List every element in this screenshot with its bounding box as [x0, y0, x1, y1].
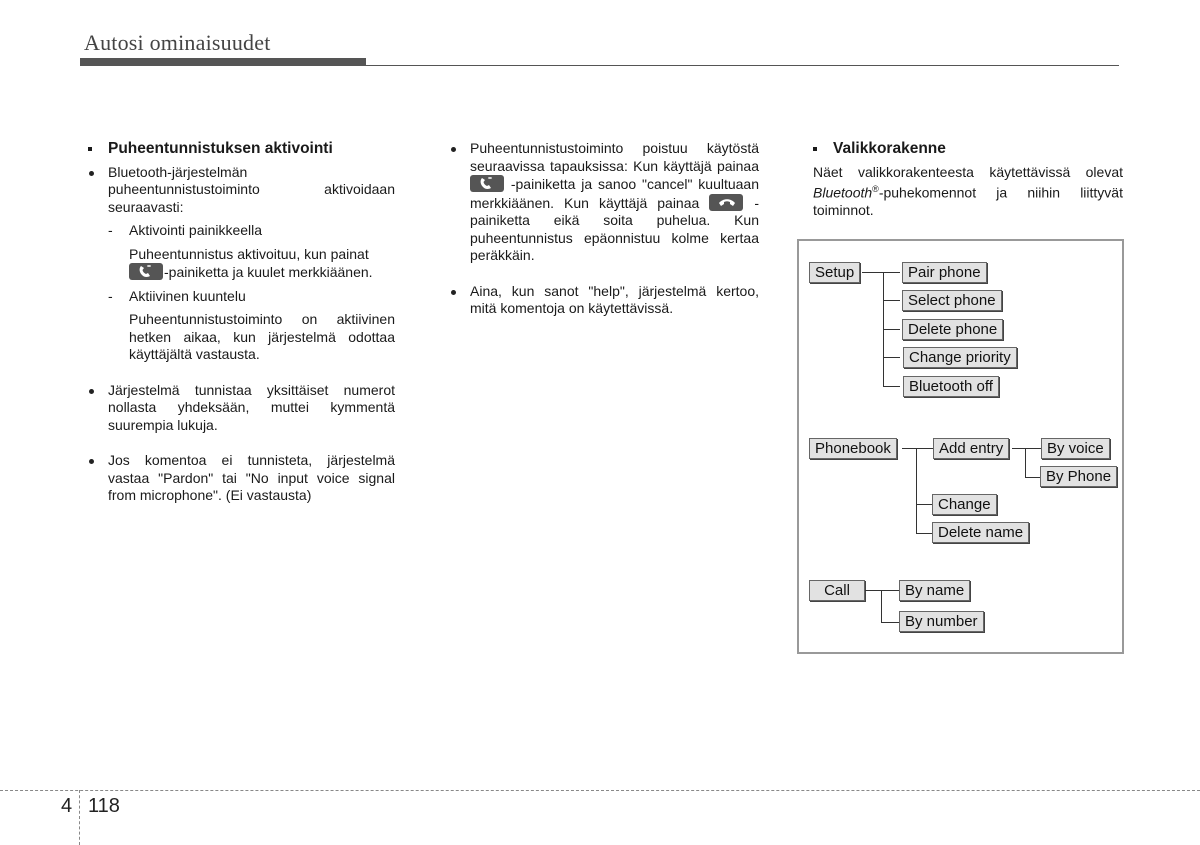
connector-line — [862, 272, 900, 273]
menu-box-pair-phone: Pair phone — [902, 262, 987, 283]
connector-line — [883, 386, 900, 387]
square-bullet-icon — [88, 147, 92, 151]
menu-box-by-number: By number — [899, 611, 984, 632]
connector-line — [916, 448, 917, 533]
heading-text: Puheentunnistuksen aktivointi — [108, 140, 333, 157]
intro-text-a: Näet valikkorakenteesta käytettävissä olevat — [813, 163, 1123, 180]
heading-text: Valikkorakenne — [833, 140, 946, 157]
menu-box-by-voice: By voice — [1041, 438, 1110, 459]
sub-item-text: Puheentunnistustoiminto on aktiivinen hetken aikaa, kun järjestelmä odottaa käyttäjältä vastausta. — [129, 311, 395, 362]
header-title: Autosi ominaisuudet — [84, 30, 271, 55]
section-heading-menu-structure — [813, 140, 1123, 158]
connector-line — [881, 622, 899, 623]
sub-item-title: Aktivointi painikkeella — [129, 222, 263, 238]
menu-box-delete-name: Delete name — [932, 522, 1029, 543]
bullet-dot-icon — [89, 171, 94, 176]
menu-box-select-phone: Select phone — [902, 290, 1002, 311]
bullet-item — [450, 283, 759, 318]
dash-marker: - — [108, 222, 113, 238]
menu-box-add-entry: Add entry — [933, 438, 1009, 459]
menu-box-change: Change — [932, 494, 997, 515]
footer-rule — [0, 790, 1200, 791]
bullet-text-a: Puheentunnistustoiminto poistuu käytöstä seuraavissa tapauksissa: Kun käyttäjä painaa — [470, 140, 759, 174]
connector-line — [883, 329, 900, 330]
connector-line — [1012, 448, 1041, 449]
header-rule-thin — [366, 65, 1119, 66]
intro-paragraph — [813, 164, 1123, 220]
bullet-dot-icon — [89, 459, 94, 464]
bullet-text-c: -painiketta eikä soita puhelua. Kun puheentunnistus epäonnistuu kolme kertaa peräkkäin. — [470, 194, 759, 263]
menu-box-setup: Setup — [809, 262, 860, 283]
sub-text-b: -painiketta ja kuulet merkkiäänen. — [164, 264, 373, 280]
end-call-button-icon — [709, 194, 743, 211]
sub-text-a: Puheentunnistus aktivoituu, kun painat — [129, 245, 369, 262]
bullet-text: Bluetooth-järjestelmän puheentunnistustoiminto aktivoidaan seuraavasti: — [108, 163, 395, 215]
dash-marker: - — [108, 287, 113, 304]
section-heading-activation — [88, 140, 395, 158]
sub-item — [88, 222, 395, 240]
brand-text: Bluetooth — [813, 184, 873, 201]
menu-box-by-phone: By Phone — [1040, 466, 1117, 487]
connector-line — [902, 448, 933, 449]
bullet-text: Aina, kun sanot "help", järjestelmä kertoo, mitä komentoja on käytettävissä. — [470, 282, 759, 316]
connector-line — [916, 504, 933, 505]
talk-button-icon — [470, 175, 504, 192]
column-1 — [88, 140, 395, 505]
bullet-text-b: -painiketta ja sanoo "cancel" kuultuaan merkkiäänen. Kun käyttäjä painaa — [470, 176, 760, 211]
sub-item-text — [88, 246, 395, 282]
sub-item-title: Aktiivinen kuuntelu — [129, 287, 246, 304]
bullet-item — [88, 452, 395, 505]
connector-line — [883, 300, 900, 301]
bullet-text: Jos komentoa ei tunnisteta, järjestelmä vastaa "Pardon" tai "No input voice signal from microphone". (Ei vastausta) — [108, 452, 395, 503]
talk-button-icon — [129, 263, 163, 280]
bullet-dot-icon — [451, 290, 456, 295]
bullet-dot-icon — [451, 147, 456, 152]
bullet-item — [88, 164, 395, 217]
connector-line — [881, 590, 882, 622]
chapter-number: 4 — [61, 795, 73, 817]
menu-box-call: Call — [809, 580, 865, 601]
bullet-dot-icon — [89, 389, 94, 394]
menu-box-bluetooth-off: Bluetooth off — [903, 376, 999, 397]
column-3 — [813, 140, 1123, 220]
connector-line — [865, 590, 900, 591]
intro-text-b: -puhekomennot ja niihin liittyvät toiminnot. — [813, 184, 1123, 219]
footer-divider — [79, 790, 80, 845]
menu-box-delete-phone: Delete phone — [902, 319, 1003, 340]
page-number: 118 — [88, 795, 120, 817]
sub-item — [88, 288, 395, 306]
connector-line — [883, 357, 900, 358]
menu-box-phonebook: Phonebook — [809, 438, 897, 459]
menu-box-by-name: By name — [899, 580, 970, 601]
connector-line — [1025, 477, 1041, 478]
connector-line — [916, 533, 933, 534]
bullet-item — [88, 382, 395, 435]
header-rule-thick — [80, 58, 366, 66]
column-2 — [450, 140, 759, 318]
menu-box-change-priority: Change priority — [903, 347, 1017, 368]
square-bullet-icon — [813, 147, 817, 151]
bullet-item — [450, 140, 759, 265]
registered-mark: ® — [872, 184, 879, 194]
bullet-text: Järjestelmä tunnistaa yksittäiset numerot nollasta yhdeksään, muttei kymmentä suurempia lukuja. — [108, 381, 395, 433]
connector-line — [1025, 448, 1026, 477]
menu-structure-diagram — [797, 239, 1124, 654]
